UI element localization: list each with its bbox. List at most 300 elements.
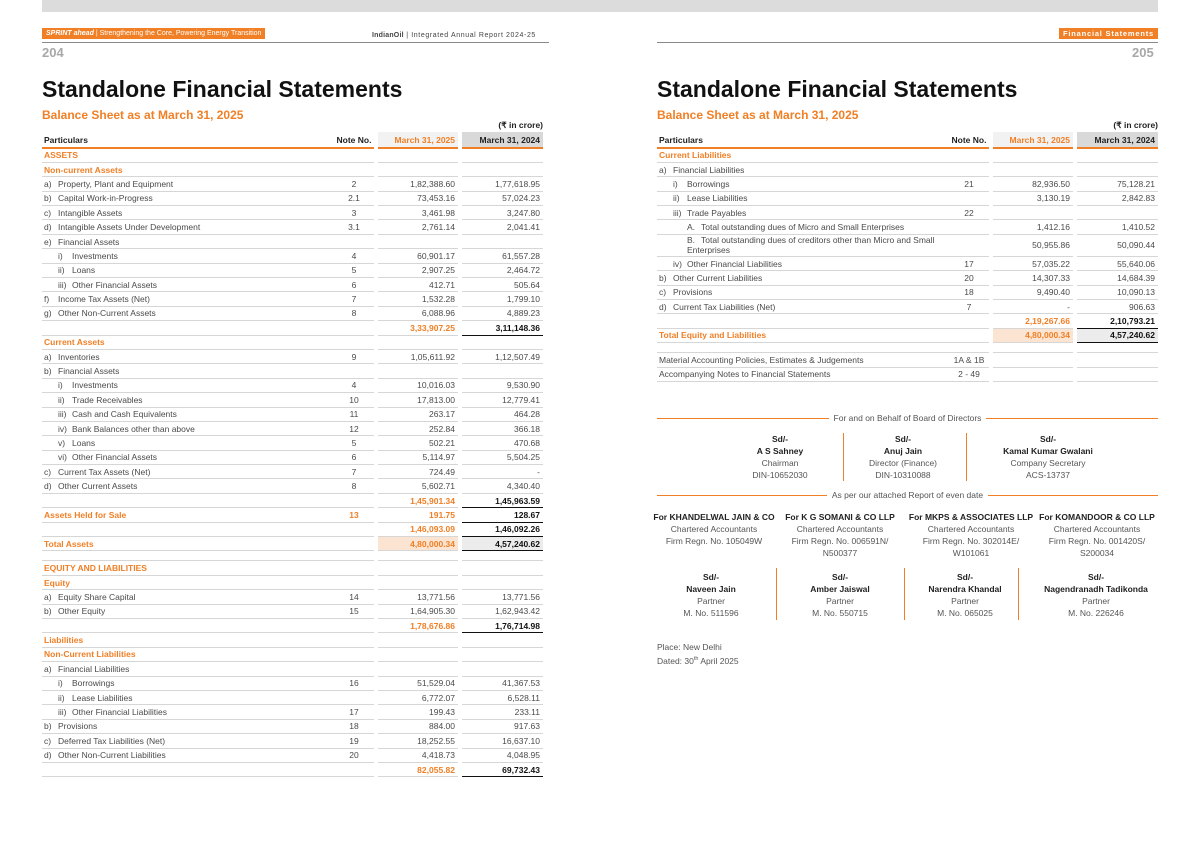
- subtotal-row: [42, 522, 543, 536]
- row-index: b): [44, 721, 52, 732]
- note-no: [949, 148, 991, 162]
- row-index: c): [44, 735, 52, 746]
- note-no: [949, 343, 991, 353]
- row-label: [42, 292, 334, 306]
- row-index: v): [58, 438, 66, 448]
- value-2024: 1,45,963.59: [460, 493, 543, 507]
- row-index: d): [44, 481, 52, 492]
- note-no: [334, 537, 376, 551]
- row-text: Inventories: [58, 351, 100, 362]
- value-2025: 2,907.25: [376, 263, 460, 277]
- note-no: [334, 551, 376, 561]
- value-2025: 9,490.40: [991, 285, 1075, 299]
- column-header: March 31, 2024: [1075, 132, 1158, 148]
- value-2024: [460, 633, 543, 647]
- value-2024: [1075, 206, 1158, 220]
- value-2025: 412.71: [376, 278, 460, 292]
- table-row: [42, 220, 543, 234]
- note-no: 7: [334, 465, 376, 479]
- note-no: 8: [334, 306, 376, 320]
- table-row: [42, 378, 543, 392]
- value-2024: 4,340.40: [460, 479, 543, 493]
- auditor-firm: For KOMANDOOR & CO LLP Chartered Accountants Firm Regn. No. 001420S/ S200034: [1039, 512, 1155, 558]
- value-2024: 505.64: [460, 278, 543, 292]
- row-index: g): [44, 308, 52, 319]
- row-text: Financial Assets: [58, 236, 120, 247]
- note-no: 16: [334, 676, 376, 690]
- note-no: 14: [334, 590, 376, 604]
- value-2025: 2,19,267.66: [991, 314, 1075, 328]
- value-2024: 5,504.25: [460, 450, 543, 464]
- value-2024: [460, 561, 543, 575]
- note-no: [949, 314, 991, 328]
- table-row: [42, 306, 543, 320]
- row-text: Bank Balances other than above: [72, 423, 195, 434]
- row-text: Other Non-Current Assets: [58, 308, 156, 319]
- row-text: Liabilities: [44, 635, 84, 646]
- row-index: i): [673, 178, 678, 189]
- value-2025: 17,813.00: [376, 393, 460, 407]
- row-label: [42, 349, 334, 363]
- value-2024: 366.18: [460, 421, 543, 435]
- note-no: [334, 662, 376, 676]
- note-no: [334, 148, 376, 162]
- note-no: 18: [949, 285, 991, 299]
- table-row: [657, 300, 1158, 314]
- value-2025: 1,412.16: [991, 220, 1075, 234]
- row-text: Financial Liabilities: [673, 164, 745, 175]
- row-label: [42, 705, 334, 719]
- value-2025: [991, 343, 1075, 353]
- value-2024: 470.68: [460, 436, 543, 450]
- table-row: [42, 450, 543, 464]
- row-text: Income Tax Assets (Net): [58, 294, 150, 305]
- note-no: 20: [949, 271, 991, 285]
- table-row: [42, 364, 543, 378]
- value-2025: 191.75: [376, 508, 460, 522]
- row-index: iv): [58, 423, 67, 434]
- note-no: [334, 561, 376, 575]
- board-signatory: Sd/- Kamal Kumar Gwalani Company Secretary ACS-13737: [1003, 434, 1093, 480]
- row-index: a): [659, 164, 667, 175]
- row-text: Loans: [72, 438, 96, 448]
- row-label: [42, 604, 334, 618]
- table-row: [42, 234, 543, 248]
- table-row: [42, 676, 543, 690]
- balance-sheet-table-right: [657, 132, 1158, 382]
- note-no: 11: [334, 407, 376, 421]
- value-2025: [376, 633, 460, 647]
- row-text: Non-Current Liabilities: [44, 649, 136, 660]
- table-row: [42, 748, 543, 762]
- value-2025: 60,901.17: [376, 249, 460, 263]
- note-no: [949, 234, 991, 256]
- table-row: [42, 393, 543, 407]
- value-2024: 1,410.52: [1075, 220, 1158, 234]
- note-no: [334, 335, 376, 349]
- row-label: [42, 662, 334, 676]
- value-2024: 12,779.41: [460, 393, 543, 407]
- row-label: [42, 551, 334, 561]
- table-row: [42, 551, 543, 561]
- row-label: [42, 249, 334, 263]
- row-label: [657, 177, 949, 191]
- value-2024: [460, 364, 543, 378]
- table-row: [657, 220, 1158, 234]
- row-index: ii): [673, 193, 680, 204]
- value-2025: 50,955.86: [991, 234, 1075, 256]
- value-2025: 199.43: [376, 705, 460, 719]
- value-2025: 82,055.82: [376, 762, 460, 776]
- row-label: [42, 364, 334, 378]
- note-no: [949, 162, 991, 176]
- value-2024: 1,62,943.42: [460, 604, 543, 618]
- note-no: [949, 328, 991, 342]
- table-row: [42, 349, 543, 363]
- subtotal-row: [42, 762, 543, 776]
- row-index: b): [44, 193, 52, 204]
- row-label: [657, 271, 949, 285]
- value-2024: [460, 148, 543, 162]
- header-rule-left: [42, 42, 549, 43]
- table-row: [657, 343, 1158, 353]
- note-no: [334, 575, 376, 589]
- row-text: Trade Payables: [687, 207, 747, 218]
- row-text: EQUITY AND LIABILITIES: [44, 563, 147, 574]
- row-text: Borrowings: [72, 678, 115, 689]
- row-label: [42, 734, 334, 748]
- subtotal-row: [42, 321, 543, 335]
- divider-line: [1018, 568, 1019, 620]
- row-text: Cash and Cash Equivalents: [72, 409, 177, 420]
- row-label: [42, 220, 334, 234]
- value-2024: 2,10,793.21: [1075, 314, 1158, 328]
- note-no: 9: [334, 349, 376, 363]
- value-2024: 1,799.10: [460, 292, 543, 306]
- value-2025: [991, 353, 1075, 367]
- auditor-partner: Sd/- Amber Jaiswal Partner M. No. 550715: [810, 572, 870, 618]
- row-text: Accompanying Notes to Financial Statements: [659, 369, 831, 380]
- row-index: ii): [58, 394, 65, 405]
- table-row: [42, 604, 543, 618]
- note-no: 21: [949, 177, 991, 191]
- row-index: c): [44, 466, 52, 477]
- value-2025: 6,088.96: [376, 306, 460, 320]
- page-title-left: Standalone Financial Statements: [42, 76, 403, 102]
- value-2025: 6,772.07: [376, 690, 460, 704]
- value-2024: 233.11: [460, 705, 543, 719]
- note-no: [949, 220, 991, 234]
- row-label: [42, 748, 334, 762]
- row-index: A.: [687, 222, 696, 233]
- note-no: [334, 647, 376, 661]
- row-label: [42, 522, 334, 536]
- auditor-partner: Sd/- Naveen Jain Partner M. No. 511596: [683, 572, 739, 618]
- table-row: [42, 335, 543, 349]
- row-label: [657, 328, 949, 342]
- row-index: iii): [58, 279, 67, 290]
- row-label: [42, 177, 334, 191]
- note-no: 6: [334, 450, 376, 464]
- table-row: [42, 479, 543, 493]
- auditor-firm: For K G SOMANI & CO LLP Chartered Accountants Firm Regn. No. 006591N/ N500377: [785, 512, 895, 558]
- note-no: 1A & 1B: [949, 353, 991, 367]
- row-label: [657, 353, 949, 367]
- note-no: 22: [949, 206, 991, 220]
- table-row: [42, 719, 543, 733]
- note-no: 8: [334, 479, 376, 493]
- value-2025: [376, 575, 460, 589]
- note-no: [334, 321, 376, 335]
- row-label: [42, 191, 334, 205]
- table-row: [657, 148, 1158, 162]
- row-label: [42, 493, 334, 507]
- row-text: Current Tax Liabilities (Net): [673, 301, 776, 312]
- note-no: [334, 762, 376, 776]
- row-label: [42, 575, 334, 589]
- row-label: [42, 263, 334, 277]
- value-2025: 1,78,676.86: [376, 619, 460, 633]
- value-2025: 263.17: [376, 407, 460, 421]
- row-index: b): [44, 366, 52, 377]
- row-label: [657, 191, 949, 205]
- note-no: 7: [334, 292, 376, 306]
- row-label: [657, 220, 949, 234]
- table-row: [657, 256, 1158, 270]
- value-2024: 57,024.23: [460, 191, 543, 205]
- note-no: 19: [334, 734, 376, 748]
- row-label: [42, 762, 334, 776]
- header-section: Financial Statements: [1059, 28, 1158, 39]
- value-2025: 2,761.14: [376, 220, 460, 234]
- auditor-partner: Sd/- Nagendranadh Tadikonda Partner M. No. 226246: [1044, 572, 1148, 618]
- row-text: Equity Share Capital: [58, 591, 136, 602]
- row-index: c): [659, 287, 667, 298]
- page-subtitle-right: Balance Sheet as at March 31, 2025: [657, 108, 859, 122]
- value-2025: 1,05,611.92: [376, 349, 460, 363]
- note-no: 13: [334, 508, 376, 522]
- note-no: 5: [334, 436, 376, 450]
- row-text: Borrowings: [687, 178, 730, 189]
- table-row: [42, 177, 543, 191]
- table-row: [42, 436, 543, 450]
- value-2024: [460, 335, 543, 349]
- value-2025: [376, 364, 460, 378]
- auditor-firm: For MKPS & ASSOCIATES LLP Chartered Accountants Firm Regn. No. 302014E/ W101061: [908, 512, 1034, 558]
- row-index: iv): [673, 258, 682, 269]
- unit-label-right: (₹ in crore): [1113, 120, 1158, 130]
- row-text: Other Financial Assets: [72, 279, 158, 290]
- value-2024: [460, 234, 543, 248]
- row-text: Other Financial Liabilities: [72, 707, 167, 718]
- table-row: [42, 734, 543, 748]
- value-2024: 4,889.23: [460, 306, 543, 320]
- row-label: [657, 367, 949, 381]
- column-header: March 31, 2025: [376, 132, 460, 148]
- value-2025: 18,252.55: [376, 734, 460, 748]
- value-2024: [1075, 367, 1158, 381]
- column-header: March 31, 2024: [460, 132, 543, 148]
- value-2025: 3,130.19: [991, 191, 1075, 205]
- table-row: [657, 353, 1158, 367]
- value-2025: [376, 335, 460, 349]
- value-2025: 10,016.03: [376, 378, 460, 392]
- value-2024: 917.63: [460, 719, 543, 733]
- row-text: Non-current Assets: [44, 164, 123, 175]
- row-text: Trade Receivables: [72, 394, 143, 405]
- row-text: Investments: [72, 380, 118, 391]
- note-no: 18: [334, 719, 376, 733]
- top-bar: [42, 0, 1158, 12]
- subtotal-row: [657, 314, 1158, 328]
- table-row: [42, 249, 543, 263]
- value-2025: [376, 662, 460, 676]
- table-row: [42, 633, 543, 647]
- table-row: [657, 271, 1158, 285]
- value-2024: 1,76,714.98: [460, 619, 543, 633]
- auditors-divider: [657, 490, 1158, 500]
- table-row: [42, 647, 543, 661]
- table-row: [657, 285, 1158, 299]
- note-no: 2: [334, 177, 376, 191]
- value-2024: 2,464.72: [460, 263, 543, 277]
- value-2025: 5,114.97: [376, 450, 460, 464]
- page-number-left: 204: [42, 45, 64, 60]
- row-label: [42, 465, 334, 479]
- row-label: [42, 335, 334, 349]
- value-2024: [460, 647, 543, 661]
- row-index: a): [44, 351, 52, 362]
- row-label: [42, 479, 334, 493]
- note-no: [334, 633, 376, 647]
- row-label: [42, 378, 334, 392]
- note-no: 4: [334, 378, 376, 392]
- page-number-right: 205: [1132, 45, 1154, 60]
- value-2025: 14,307.33: [991, 271, 1075, 285]
- value-2025: 73,453.16: [376, 191, 460, 205]
- row-text: Total Equity and Liabilities: [659, 330, 767, 341]
- value-2024: [1075, 343, 1158, 353]
- value-2025: 57,035.22: [991, 256, 1075, 270]
- row-label: [42, 321, 334, 335]
- table-row: [657, 206, 1158, 220]
- value-2025: 4,418.73: [376, 748, 460, 762]
- grand-total-row: [657, 328, 1158, 342]
- row-text: ASSETS: [44, 150, 79, 161]
- divider-line: [904, 568, 905, 620]
- note-no: 2 - 49: [949, 367, 991, 381]
- note-no: 3: [334, 206, 376, 220]
- row-text: Loans: [72, 265, 96, 276]
- header-report-title: IndianOil | Integrated Annual Report 2024-25: [372, 32, 536, 39]
- value-2025: 1,64,905.30: [376, 604, 460, 618]
- grand-total-row: [42, 537, 543, 551]
- row-text: Property, Plant and Equipment: [58, 178, 174, 189]
- table-row: [42, 278, 543, 292]
- row-index: a): [44, 591, 52, 602]
- value-2024: 13,771.56: [460, 590, 543, 604]
- table-row: [657, 191, 1158, 205]
- note-no: 4: [334, 249, 376, 263]
- value-2024: 75,128.21: [1075, 177, 1158, 191]
- table-row: [42, 690, 543, 704]
- value-2025: -: [991, 300, 1075, 314]
- value-2024: 4,048.95: [460, 748, 543, 762]
- value-2024: 6,528.11: [460, 690, 543, 704]
- table-row: [42, 191, 543, 205]
- note-no: 7: [949, 300, 991, 314]
- divider-line: [966, 433, 967, 481]
- table-row: [657, 234, 1158, 256]
- value-2024: 14,684.39: [1075, 271, 1158, 285]
- value-2024: [1075, 162, 1158, 176]
- row-text: Total outstanding dues of creditors other than Micro and Small Enterprises: [687, 235, 935, 256]
- row-index: a): [44, 663, 52, 674]
- row-index: c): [44, 207, 52, 218]
- row-text: Assets Held for Sale: [44, 509, 127, 520]
- value-2024: 4,57,240.62: [1075, 328, 1158, 342]
- value-2025: [991, 206, 1075, 220]
- table-row: [657, 177, 1158, 191]
- page-subtitle-left: Balance Sheet as at March 31, 2025: [42, 108, 244, 122]
- table-header: [657, 132, 1158, 148]
- note-no: 17: [334, 705, 376, 719]
- table-row: [42, 148, 543, 162]
- row-label: [657, 206, 949, 220]
- column-header: Particulars: [657, 132, 949, 148]
- row-index: ii): [58, 692, 65, 703]
- note-no: [334, 234, 376, 248]
- row-text: Other Current Assets: [58, 481, 138, 492]
- value-2024: 16,637.10: [460, 734, 543, 748]
- value-2024: 55,640.06: [1075, 256, 1158, 270]
- table-row: [42, 575, 543, 589]
- row-label: [657, 256, 949, 270]
- value-2025: 4,80,000.34: [376, 537, 460, 551]
- row-text: Total Assets: [44, 538, 94, 549]
- value-2024: 50,090.44: [1075, 234, 1158, 256]
- value-2024: 1,77,618.95: [460, 177, 543, 191]
- value-2024: [1075, 148, 1158, 162]
- row-text: Material Accounting Policies, Estimates & Judgements: [659, 354, 864, 365]
- row-index: a): [44, 178, 52, 189]
- subtotal-row: [42, 493, 543, 507]
- row-index: i): [58, 678, 63, 689]
- row-text: Capital Work-in-Progress: [58, 193, 153, 204]
- board-divider: [657, 413, 1158, 423]
- column-header: Particulars: [42, 132, 334, 148]
- row-label: [42, 619, 334, 633]
- row-index: e): [44, 236, 52, 247]
- note-no: 15: [334, 604, 376, 618]
- value-2025: 502.21: [376, 436, 460, 450]
- value-2024: 2,041.41: [460, 220, 543, 234]
- board-signatory: Sd/- A S Sahney Chairman DIN-10652030: [752, 434, 808, 480]
- row-text: Equity: [44, 577, 70, 588]
- table-row: [42, 162, 543, 176]
- row-label: [42, 450, 334, 464]
- row-index: d): [44, 222, 52, 233]
- value-2024: 1,12,507.49: [460, 349, 543, 363]
- table-row: [42, 508, 543, 522]
- auditors-title: As per our attached Report of even date: [831, 490, 984, 500]
- row-text: Total outstanding dues of Micro and Small Enterprises: [701, 222, 905, 233]
- page-title-right: Standalone Financial Statements: [657, 76, 1018, 102]
- note-no: [334, 493, 376, 507]
- row-label: [42, 148, 334, 162]
- table-row: [42, 561, 543, 575]
- table-row: [42, 465, 543, 479]
